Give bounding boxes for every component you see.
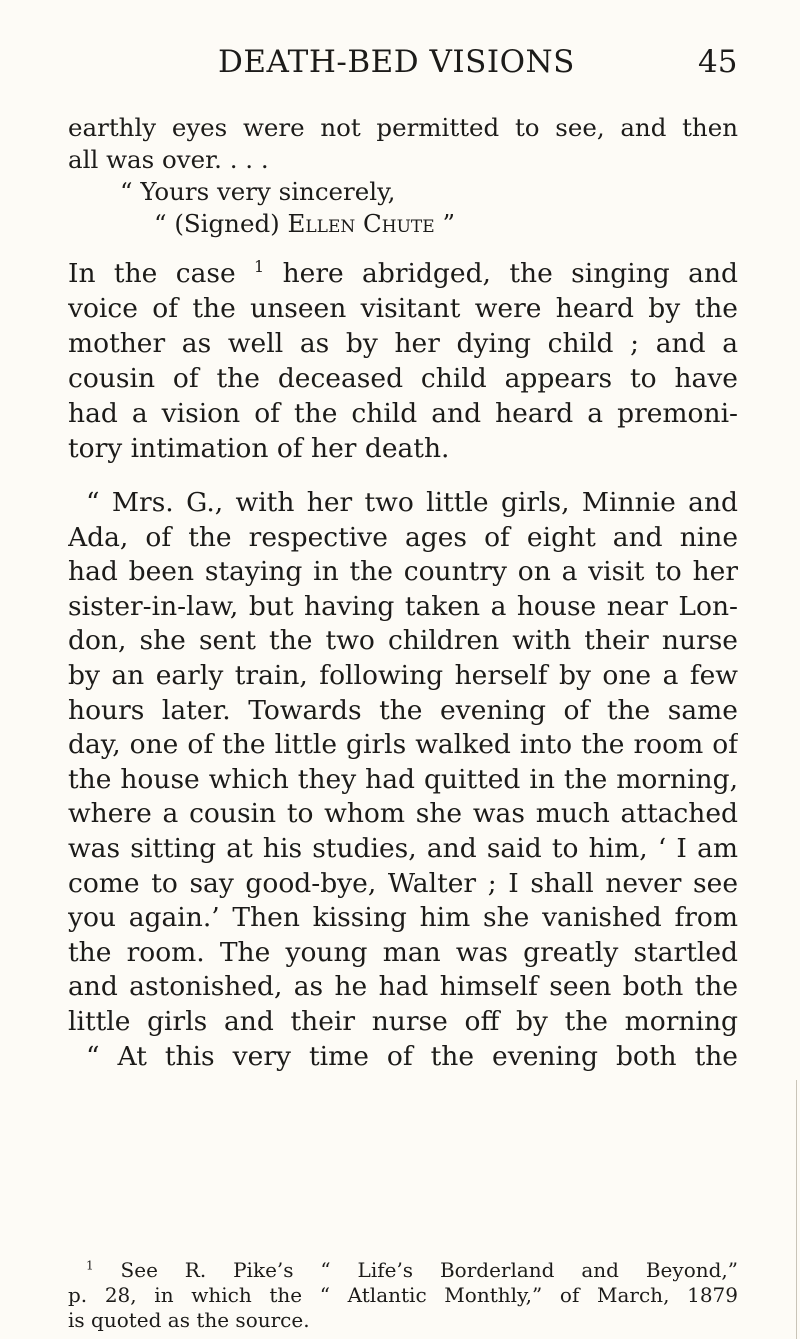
text-line: little girls and their nurse off by the morning [68, 1005, 738, 1037]
text-line [68, 256, 738, 291]
running-title: DEATH-BED VISIONS [218, 44, 575, 80]
text-line: where a cousin to whom she was much attached [68, 798, 738, 830]
text-line: earthly eyes were not permitted to see, and then [68, 113, 738, 142]
text-line: mother as well as by her dying child ; and a [68, 328, 738, 359]
signature-suffix: ” [434, 209, 455, 238]
footnote-marker: 1 [86, 1258, 94, 1273]
text-line: sister-in-law, but having taken a house near Lon- [68, 590, 738, 622]
signature-name: Ellen Chute [287, 209, 435, 238]
footnote [68, 1258, 738, 1333]
footnote-line: is quoted as the source. [68, 1308, 310, 1332]
body-text [68, 112, 738, 1074]
text-line: day, one of the little girls walked into the room of [68, 729, 738, 761]
paragraph-case [68, 256, 738, 466]
text-line: the room. The young man was greatly startled [68, 936, 738, 968]
text-line: and astonished, as he had himself seen both the [68, 971, 738, 1003]
text-line: tory intimation of her death. [68, 433, 450, 464]
text-line: Ada, of the respective ages of eight and nine [68, 521, 738, 553]
text-line: by an early train, following herself by one a few [68, 659, 738, 691]
page-number: 45 [698, 44, 738, 80]
text-line: “ At this very time of the evening both the [86, 1040, 738, 1072]
text-line: had been staying in the country on a visit to her [68, 556, 738, 588]
text-line: all was over. . . . [68, 145, 269, 174]
text-line: had a vision of the child and heard a premoni- [68, 398, 738, 429]
footnote-line: p. 28, in which the “ Atlantic Monthly,” of March, 1879 [68, 1283, 738, 1307]
text-line: come to say good-bye, Walter ; I shall never see [68, 867, 738, 899]
signature-prefix: “ (Signed) [154, 209, 288, 238]
letter-ending [68, 112, 738, 240]
text-line: “ Mrs. G., with her two little girls, Minnie and [86, 487, 738, 518]
text-line: hours later. Towards the evening of the same [68, 694, 738, 726]
text-line: don, she sent the two children with their nurse [68, 625, 738, 657]
text-span: here abridged, the singing and [264, 258, 738, 289]
text-line: cousin of the deceased child appears to have [68, 363, 738, 394]
text-line: the house which they had quitted in the morning, [68, 763, 738, 795]
text-line: voice of the unseen visitant were heard by the [68, 293, 738, 324]
footnote-line [68, 1258, 738, 1283]
text-line: you again.’ Then kissing him she vanished from [68, 902, 738, 934]
paragraph-quote [68, 486, 738, 1074]
page-edge-line [796, 1080, 797, 1339]
text-span: See R. Pike’s “ Life’s Borderland and Beyond,” [93, 1258, 738, 1282]
text-line: was sitting at his studies, and said to him, ‘ I am [68, 832, 738, 864]
letter-closing: “ Yours very sincerely, [120, 177, 396, 206]
footnote-marker: 1 [254, 257, 265, 277]
running-header [0, 44, 800, 94]
letter-signature [68, 208, 738, 240]
text-span: In the case [68, 258, 255, 289]
